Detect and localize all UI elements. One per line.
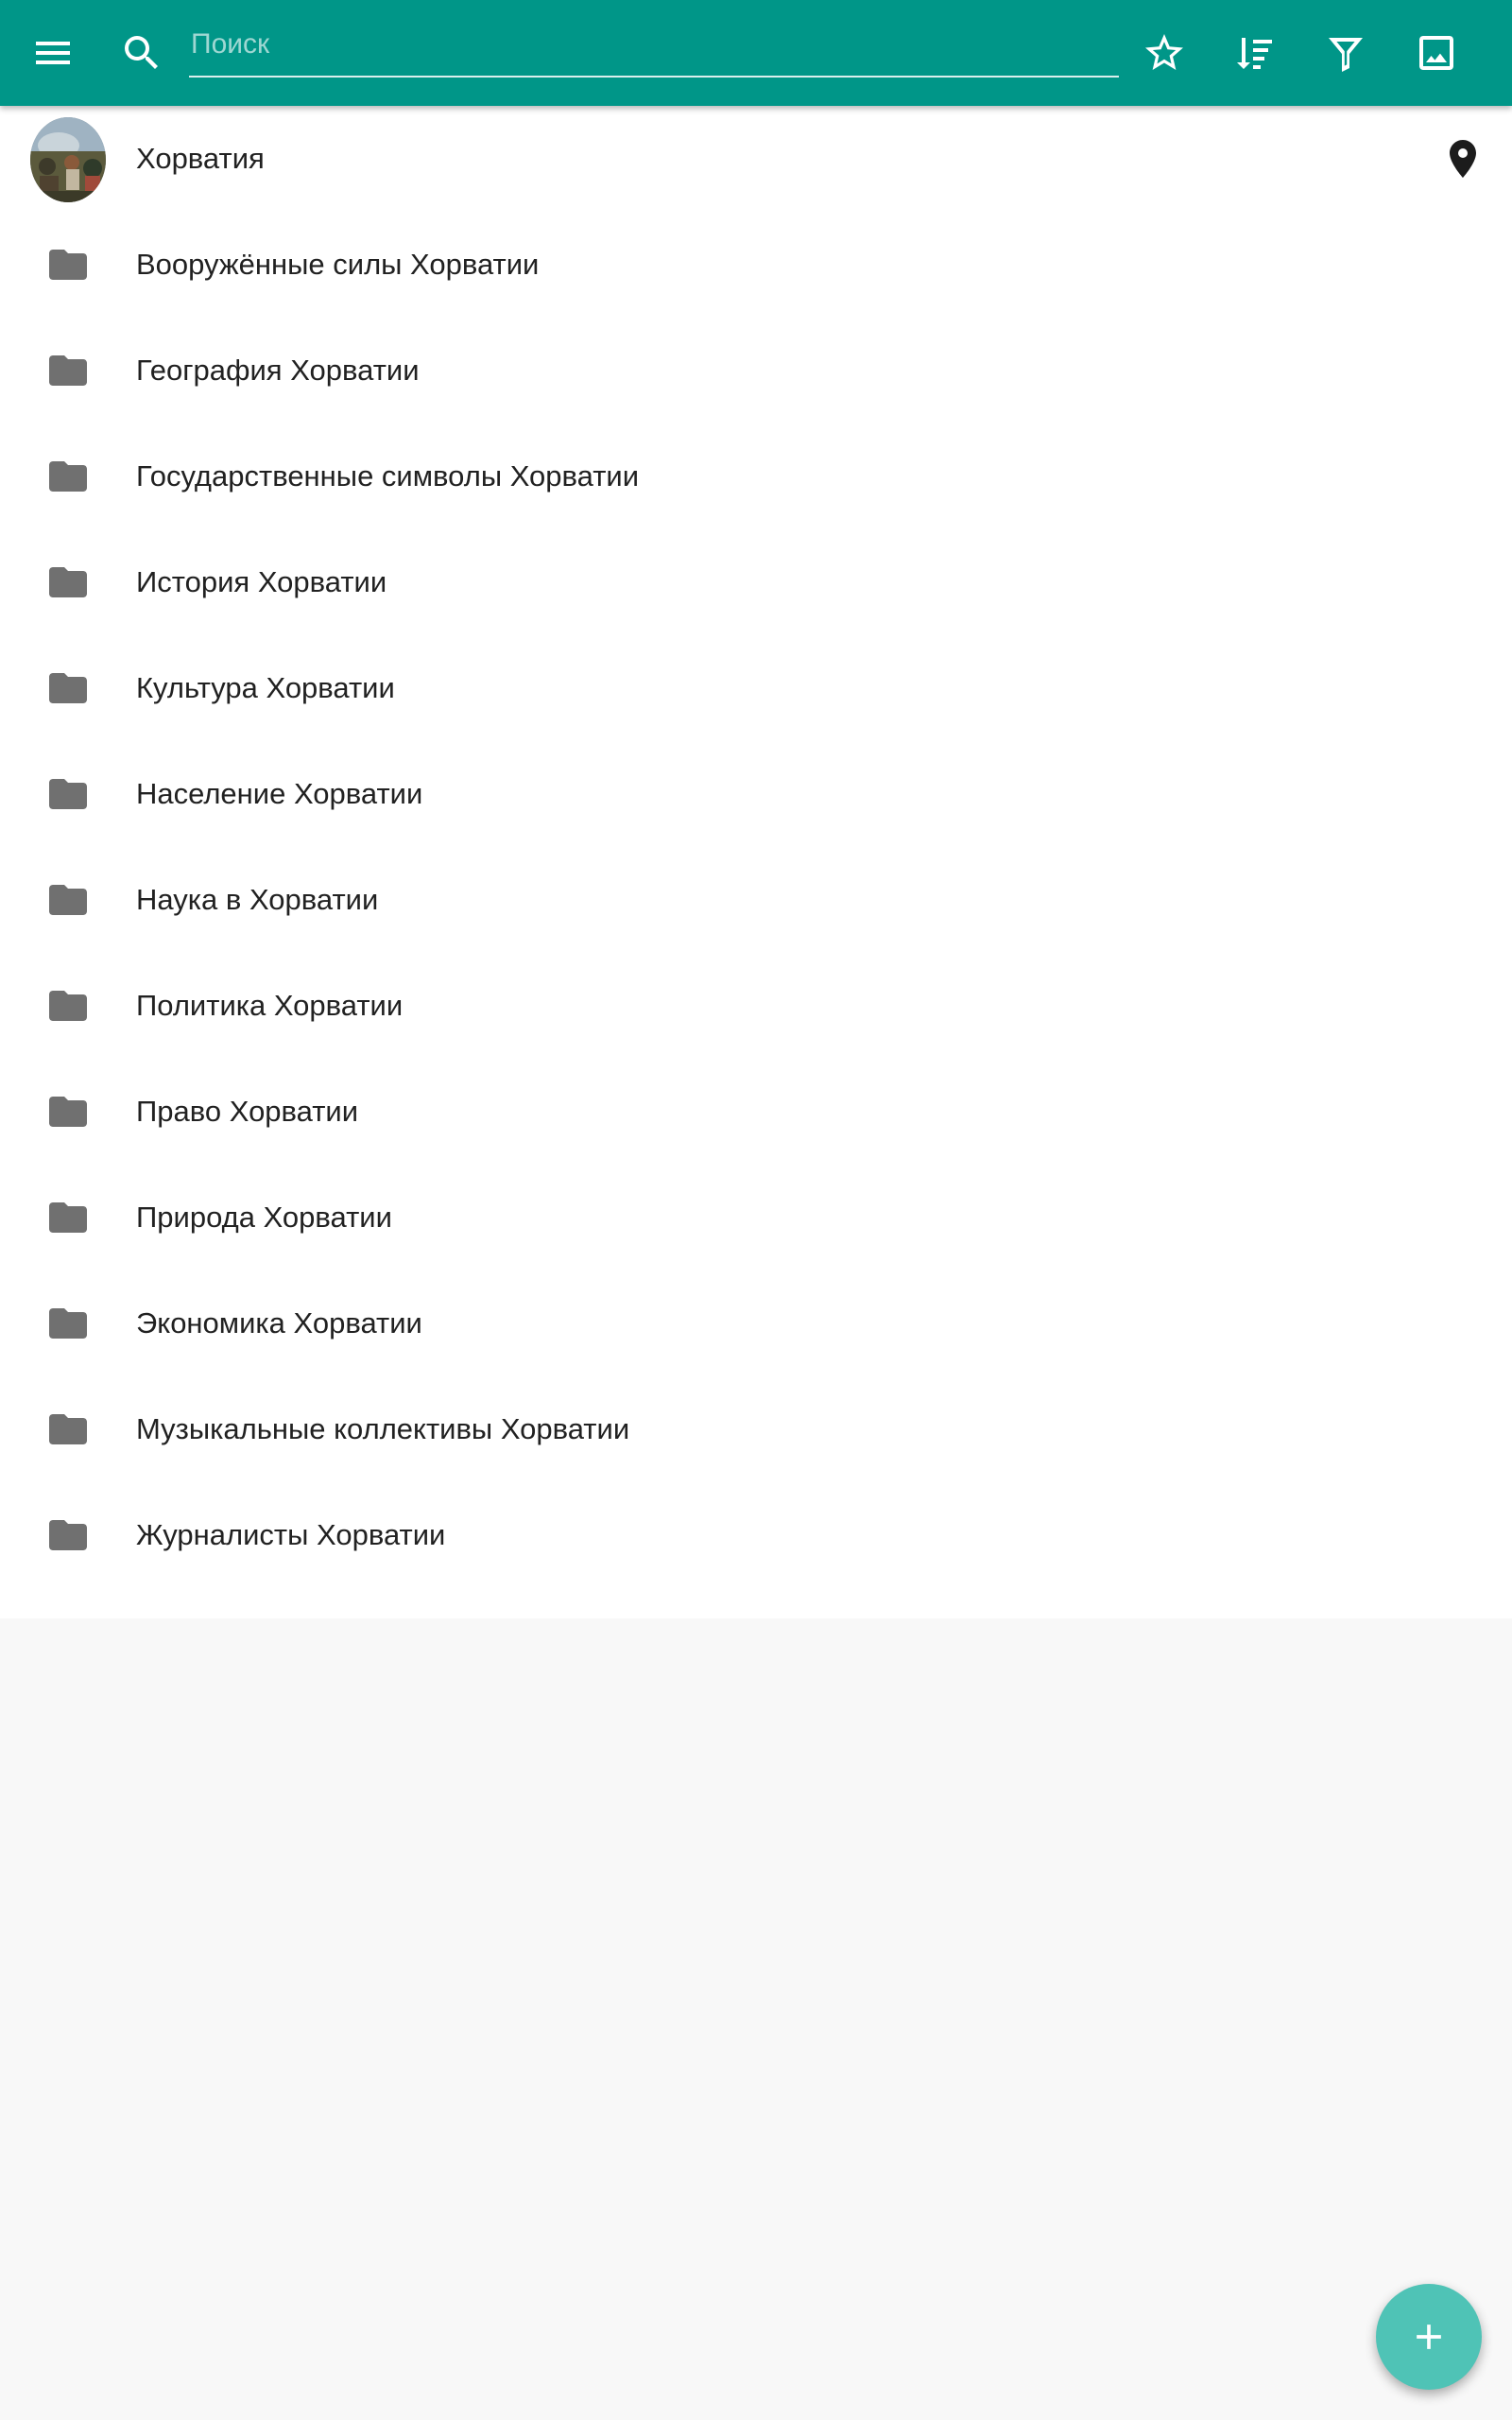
folder-icon <box>30 866 106 934</box>
sort-button[interactable] <box>1225 23 1285 83</box>
image-icon <box>1414 30 1459 76</box>
folder-icon <box>30 1078 106 1146</box>
list-item[interactable] <box>0 1482 1512 1588</box>
filter-button[interactable] <box>1315 23 1376 83</box>
list-item[interactable] <box>0 318 1512 424</box>
location-button[interactable] <box>1436 132 1489 185</box>
plus-icon <box>1408 2316 1450 2358</box>
list-item[interactable] <box>0 529 1512 635</box>
folder-icon <box>30 442 106 510</box>
add-button[interactable] <box>1376 2284 1482 2390</box>
folder-icon <box>30 654 106 722</box>
list-item-label: Природа Хорватии <box>136 1201 392 1234</box>
search-input[interactable] <box>189 23 1119 76</box>
folder-icon <box>30 337 106 405</box>
search-button[interactable] <box>112 23 172 83</box>
list-item-label: Государственные символы Хорватии <box>136 459 640 493</box>
search-field <box>189 23 1119 78</box>
map-marker-icon <box>1440 136 1486 182</box>
list-item[interactable] <box>0 635 1512 741</box>
list-item-header[interactable] <box>0 106 1512 212</box>
filter-icon <box>1323 30 1368 76</box>
folder-icon <box>30 760 106 828</box>
list-item[interactable] <box>0 847 1512 953</box>
avatar <box>30 125 106 193</box>
list-item[interactable] <box>0 212 1512 318</box>
folder-icon <box>30 1395 106 1463</box>
list-item[interactable] <box>0 953 1512 1059</box>
menu-icon <box>30 30 76 76</box>
list-item-label: Население Хорватии <box>136 777 423 810</box>
star-outline-icon <box>1142 30 1187 76</box>
menu-button[interactable] <box>23 23 83 83</box>
list-item[interactable] <box>0 1270 1512 1376</box>
list-item-label: История Хорватии <box>136 565 387 598</box>
avatar-image <box>30 117 106 202</box>
list-item-label: Вооружённые силы Хорватии <box>136 248 540 281</box>
image-button[interactable] <box>1406 23 1467 83</box>
list-item[interactable] <box>0 1165 1512 1270</box>
folder-icon <box>30 1289 106 1357</box>
list-item-label: Музыкальные коллективы Хорватии <box>136 1412 630 1445</box>
list-item[interactable] <box>0 424 1512 529</box>
header-item-label: Хорватия <box>136 142 265 175</box>
favorites-button[interactable] <box>1134 23 1194 83</box>
folder-icon <box>30 548 106 616</box>
list-item-label: Журналисты Хорватии <box>136 1518 446 1551</box>
sort-icon <box>1232 30 1278 76</box>
list-item-label: Право Хорватии <box>136 1095 359 1128</box>
category-list <box>0 106 1512 1618</box>
search-icon <box>119 30 164 76</box>
folder-icon <box>30 972 106 1040</box>
folder-icon <box>30 1501 106 1569</box>
list-item-label: Культура Хорватии <box>136 671 395 704</box>
folder-icon <box>30 1184 106 1252</box>
list-item-label: Экономика Хорватии <box>136 1306 422 1340</box>
app-bar <box>0 0 1512 106</box>
list-item-label: География Хорватии <box>136 354 420 387</box>
list-item-label: Политика Хорватии <box>136 989 404 1022</box>
list-item[interactable] <box>0 741 1512 847</box>
list-item-label: Наука в Хорватии <box>136 883 379 916</box>
folder-icon <box>30 231 106 299</box>
list-item[interactable] <box>0 1376 1512 1482</box>
list-item[interactable] <box>0 1059 1512 1165</box>
